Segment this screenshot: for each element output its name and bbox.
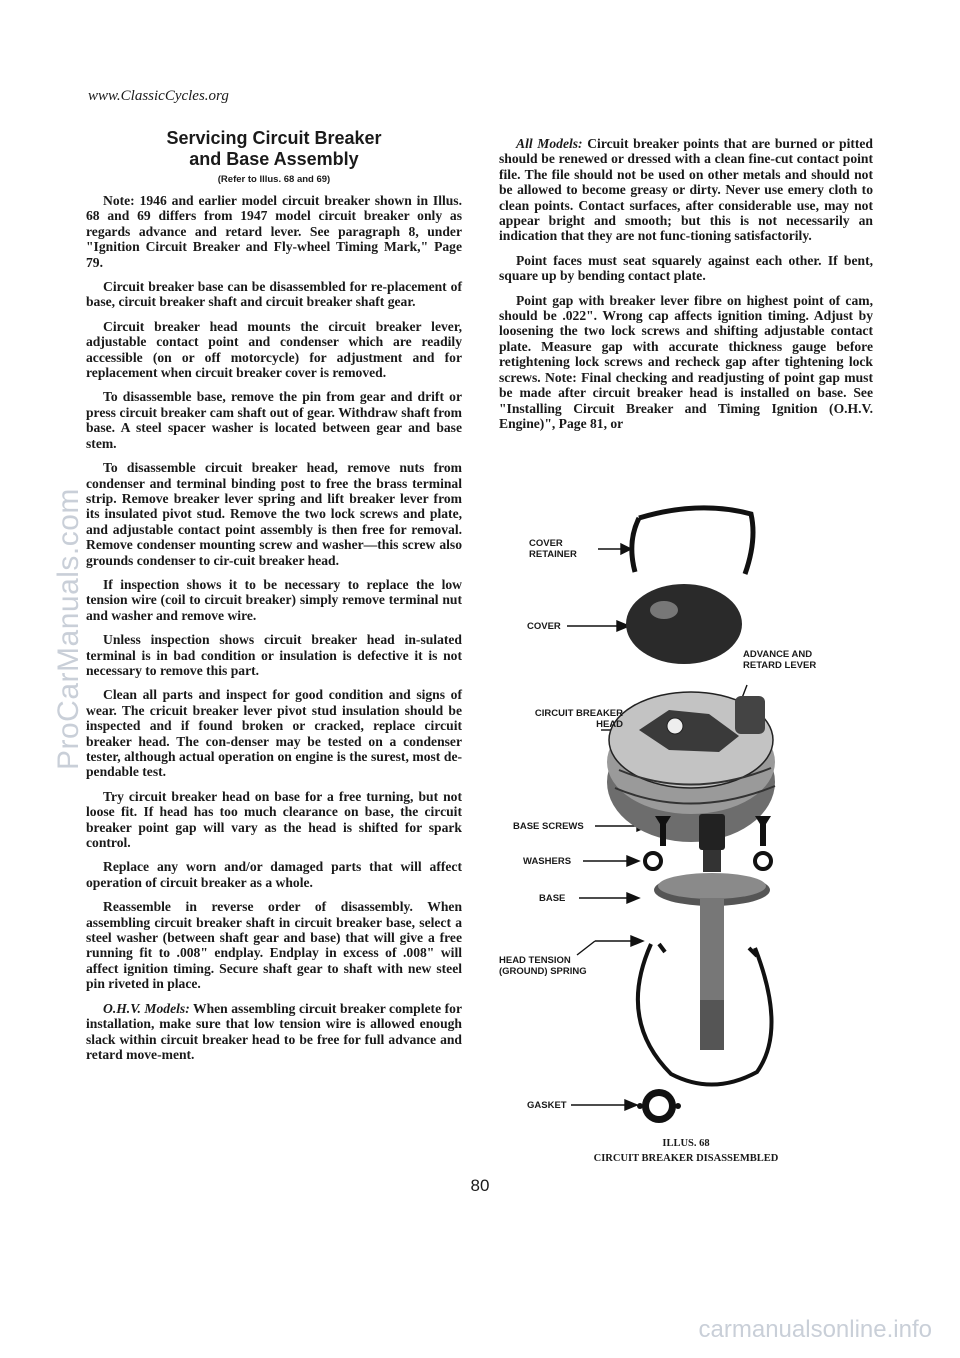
label-cover-retainer-line1: COVER: [529, 538, 563, 549]
label-spring-line1: HEAD TENSION: [499, 955, 571, 966]
paragraph: Clean all parts and inspect for good condition and signs of wear. The cricuit breaker lever pivot stud insulation should be inspected and if found broken or cracked, replace circuit breaker head. The con-denser may be tested on a condenser tester, although actual operation on engine is the surest, most de-pendable test.: [86, 687, 462, 780]
side-watermark: ProCarManuals.com: [52, 488, 85, 770]
label-head-line2: HEAD: [596, 719, 623, 730]
page-number: 80: [470, 1176, 490, 1195]
cover-retainer-clip: [632, 508, 753, 574]
paragraph: Point gap with breaker lever fibre on highest point of cam, should be .022". Wrong cap affects ignition timing. Adjust by loosening the two lock screws and shifting adjustable contact plate. Measure gap with accurate thickness gauge before retightening lock screws and recheck gap after tightening lock screws. Note: Final checking and readjusting of point gap must be made after circuit breaker head is installed on base. See "Installing Circuit Breaker and Timing Ignition (O.H.V. Engine)", Page 81, or: [499, 292, 873, 431]
paragraph: Reassemble in reverse order of disassembly. When assembling circuit breaker shaft in circuit breaker base, select a steel washer (between shaft gear and base) that will give a free running fit to .008" endplay. Endplay in excess of .008" will affect ignition timing. Secure shaft gear to shaft with new steel pin riveted in place.: [86, 899, 462, 992]
label-advance-line1: ADVANCE AND: [743, 649, 813, 660]
label-base-screws: BASE SCREWS: [513, 821, 584, 832]
all-models-lead: All Models:: [516, 136, 583, 151]
ohv-lead: O.H.V. Models:: [103, 1000, 190, 1016]
left-column: [86, 128, 462, 1071]
cover-shape: [626, 584, 742, 664]
label-tension-spring: [499, 955, 587, 977]
label-cover-retainer: [529, 538, 577, 560]
footer-watermark: carmanualsonline.info: [698, 1316, 932, 1343]
label-cover-retainer-line2: RETAINER: [529, 549, 577, 560]
figure-caption-title: CIRCUIT BREAKER DISASSEMBLED: [593, 1153, 779, 1164]
circuit-breaker-drawing: [499, 500, 873, 1190]
paragraph: Note: 1946 and earlier model circuit breaker shown in Illus. 68 and 69 differs from 1947 model circuit breaker only as regards advance and retard lever. See paragraph 8, under "Ignition Circuit Breaker and Fly-wheel Timing Mark," Page 79.: [86, 193, 462, 270]
paragraph: To disassemble circuit breaker head, remove nuts from condenser and terminal binding post to free the brass terminal strip. Remove breaker lever spring and lift breaker lever from its insulated pivot stud. Remove the two lock screws and plate, and adjustable contact point assembly is then free for removal. Remove condenser mounting screw and washer—this screw also grounds condenser to cir-cuit breaker head.: [86, 460, 462, 568]
label-advance-retard: [743, 649, 816, 671]
paragraph-all-models: [499, 136, 873, 244]
section-title-line1: Servicing Circuit Breaker: [166, 128, 382, 148]
paragraph-ohv: [86, 1001, 462, 1063]
section-ref: (Refer to Illus. 68 and 69): [217, 174, 331, 185]
paragraph: Circuit breaker base can be disassembled for re-placement of base, circuit breaker shaft and circuit breaker shaft gear.: [86, 279, 462, 310]
right-column: [499, 136, 873, 440]
paragraph: Circuit breaker head mounts the circuit breaker lever, adjustable contact point and condenser which are readily accessible (on or off motorcycle) for adjustment and for replacement when circuit breaker cover is removed.: [86, 318, 462, 381]
header-url: www.ClassicCycles.org: [88, 88, 229, 104]
label-head-line1: CIRCUIT BREAKER: [534, 708, 623, 719]
figure-caption-number: ILLUS. 68: [662, 1138, 710, 1149]
paragraph: Point faces must seat squarely against each other. If bent, square up by bending contact plate.: [499, 252, 873, 284]
all-models-text: Circuit breaker points that are burned or pitted should be renewed or dressed with a clean fine-cut contact point file. The file should not be used on other metals and should not be allowed to become greasy or dirty. Never use emery cloth to clean points. Contact surfaces, after considerable use, may not appear bright and smooth; but this is not necessarily an indication that they are not func-tioning satisfactorily.: [499, 136, 873, 244]
paragraph: Replace any worn and/or damaged parts that will affect operation of circuit breaker as a whole.: [86, 859, 462, 890]
label-gasket: GASKET: [527, 1100, 567, 1111]
paragraph: If inspection shows it to be necessary to replace the low tension wire (coil to circuit breaker) simply remove terminal nut and washer and remove wire.: [86, 576, 462, 623]
label-spring-line2: (GROUND) SPRING: [499, 966, 587, 977]
label-washers: WASHERS: [523, 856, 572, 867]
label-breaker-head: [529, 708, 623, 730]
paragraph: Unless inspection shows circuit breaker head in-sulated terminal is in bad condition or insulation is defective it is not necessary to remove this part.: [86, 632, 462, 678]
label-base: BASE: [539, 893, 566, 904]
section-title-line2: and Base Assembly: [189, 149, 359, 169]
label-advance-line2: RETARD LEVER: [743, 660, 817, 671]
paragraph: To disassemble base, remove the pin from gear and drift or press circuit breaker cam shaft out of gear. Withdraw shaft from base. A steel spacer washer is located between gear and base stem.: [86, 389, 462, 451]
paragraph: Try circuit breaker head on base for a free turning, but not loose fit. If head has too much clearance on base, the circuit breaker point gap will vary as the head is shifted for spark control.: [86, 788, 462, 851]
ohv-text: When assembling circuit breaker complete for installation, make sure that low tension wire is allowed enough slack within circuit breaker head to be free for full advance and retard move-ment.: [86, 1000, 462, 1062]
figure-illus-68: [499, 500, 873, 1190]
label-cover: COVER: [527, 621, 561, 632]
